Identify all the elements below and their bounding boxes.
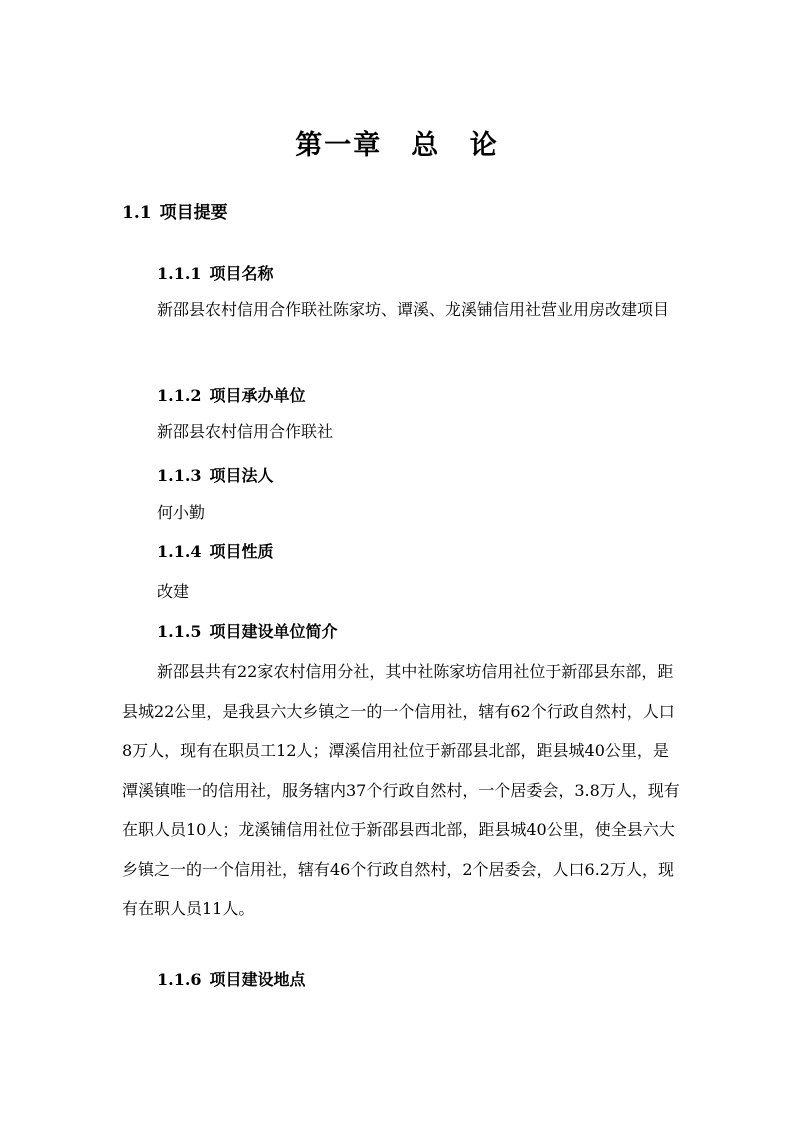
subsection-heading-1-1-5	[157, 619, 338, 645]
subsection-title: 项目承办单位	[209, 386, 306, 405]
subsection-title: 项目名称	[209, 264, 274, 283]
chapter-title: 第一章 总 论	[295, 130, 499, 161]
subsection-heading-1-1-1	[157, 261, 274, 287]
subsection-title: 项目建设地点	[209, 970, 306, 989]
subsection-number: 1.1.2	[157, 386, 202, 405]
subsection-number: 1.1.4	[157, 542, 202, 561]
section-title: 项目提要	[159, 203, 228, 223]
subsection-body-1-1-1: 新邵县农村信用合作联社陈家坊、谭溪、龙溪铺信用社营业用房改建项目	[157, 300, 670, 319]
subsection-title: 项目建设单位简介	[209, 622, 338, 641]
subsection-heading-1-1-4	[157, 539, 274, 565]
subsection-number: 1.1.6	[157, 970, 202, 989]
subsection-number: 1.1.3	[157, 466, 202, 485]
subsection-body-1-1-4: 改建	[157, 582, 190, 601]
subsection-body-1-1-5: 新邵县共有22家农村信用分社，其中社陈家坊信用社位于新邵县东部，距县城22公里，是我县六大乡镇之一的一个信用社，辖有62个行政自然村，人口8万人，现有在职员工12人；潭溪信用社位于新邵县北部，距县城40公里，是潭溪镇唯一的信用社，服务辖内37个行政自然村，一个居委会，3.8万人，现有在职人员10人；龙溪铺信用社位于新邵县西北部，距县城40公里，使全县六大乡镇之一的一个信用社，辖有46个行政自然村，2个居委会，人口6.2万人，现有在职人员11人。	[122, 662, 680, 918]
subsection-title: 项目性质	[209, 542, 274, 561]
subsection-body-1-1-3: 何小勤	[157, 503, 206, 522]
subsection-heading-1-1-6	[157, 967, 306, 993]
subsection-title: 项目法人	[209, 466, 274, 485]
section-number: 1.1	[122, 203, 152, 223]
subsection-heading-1-1-2	[157, 383, 306, 409]
section-heading	[122, 199, 228, 227]
subsection-number: 1.1.5	[157, 622, 202, 641]
subsection-number: 1.1.1	[157, 264, 202, 283]
subsection-body-1-1-2: 新邵县农村信用合作联社	[157, 422, 334, 441]
subsection-heading-1-1-3	[157, 463, 274, 489]
